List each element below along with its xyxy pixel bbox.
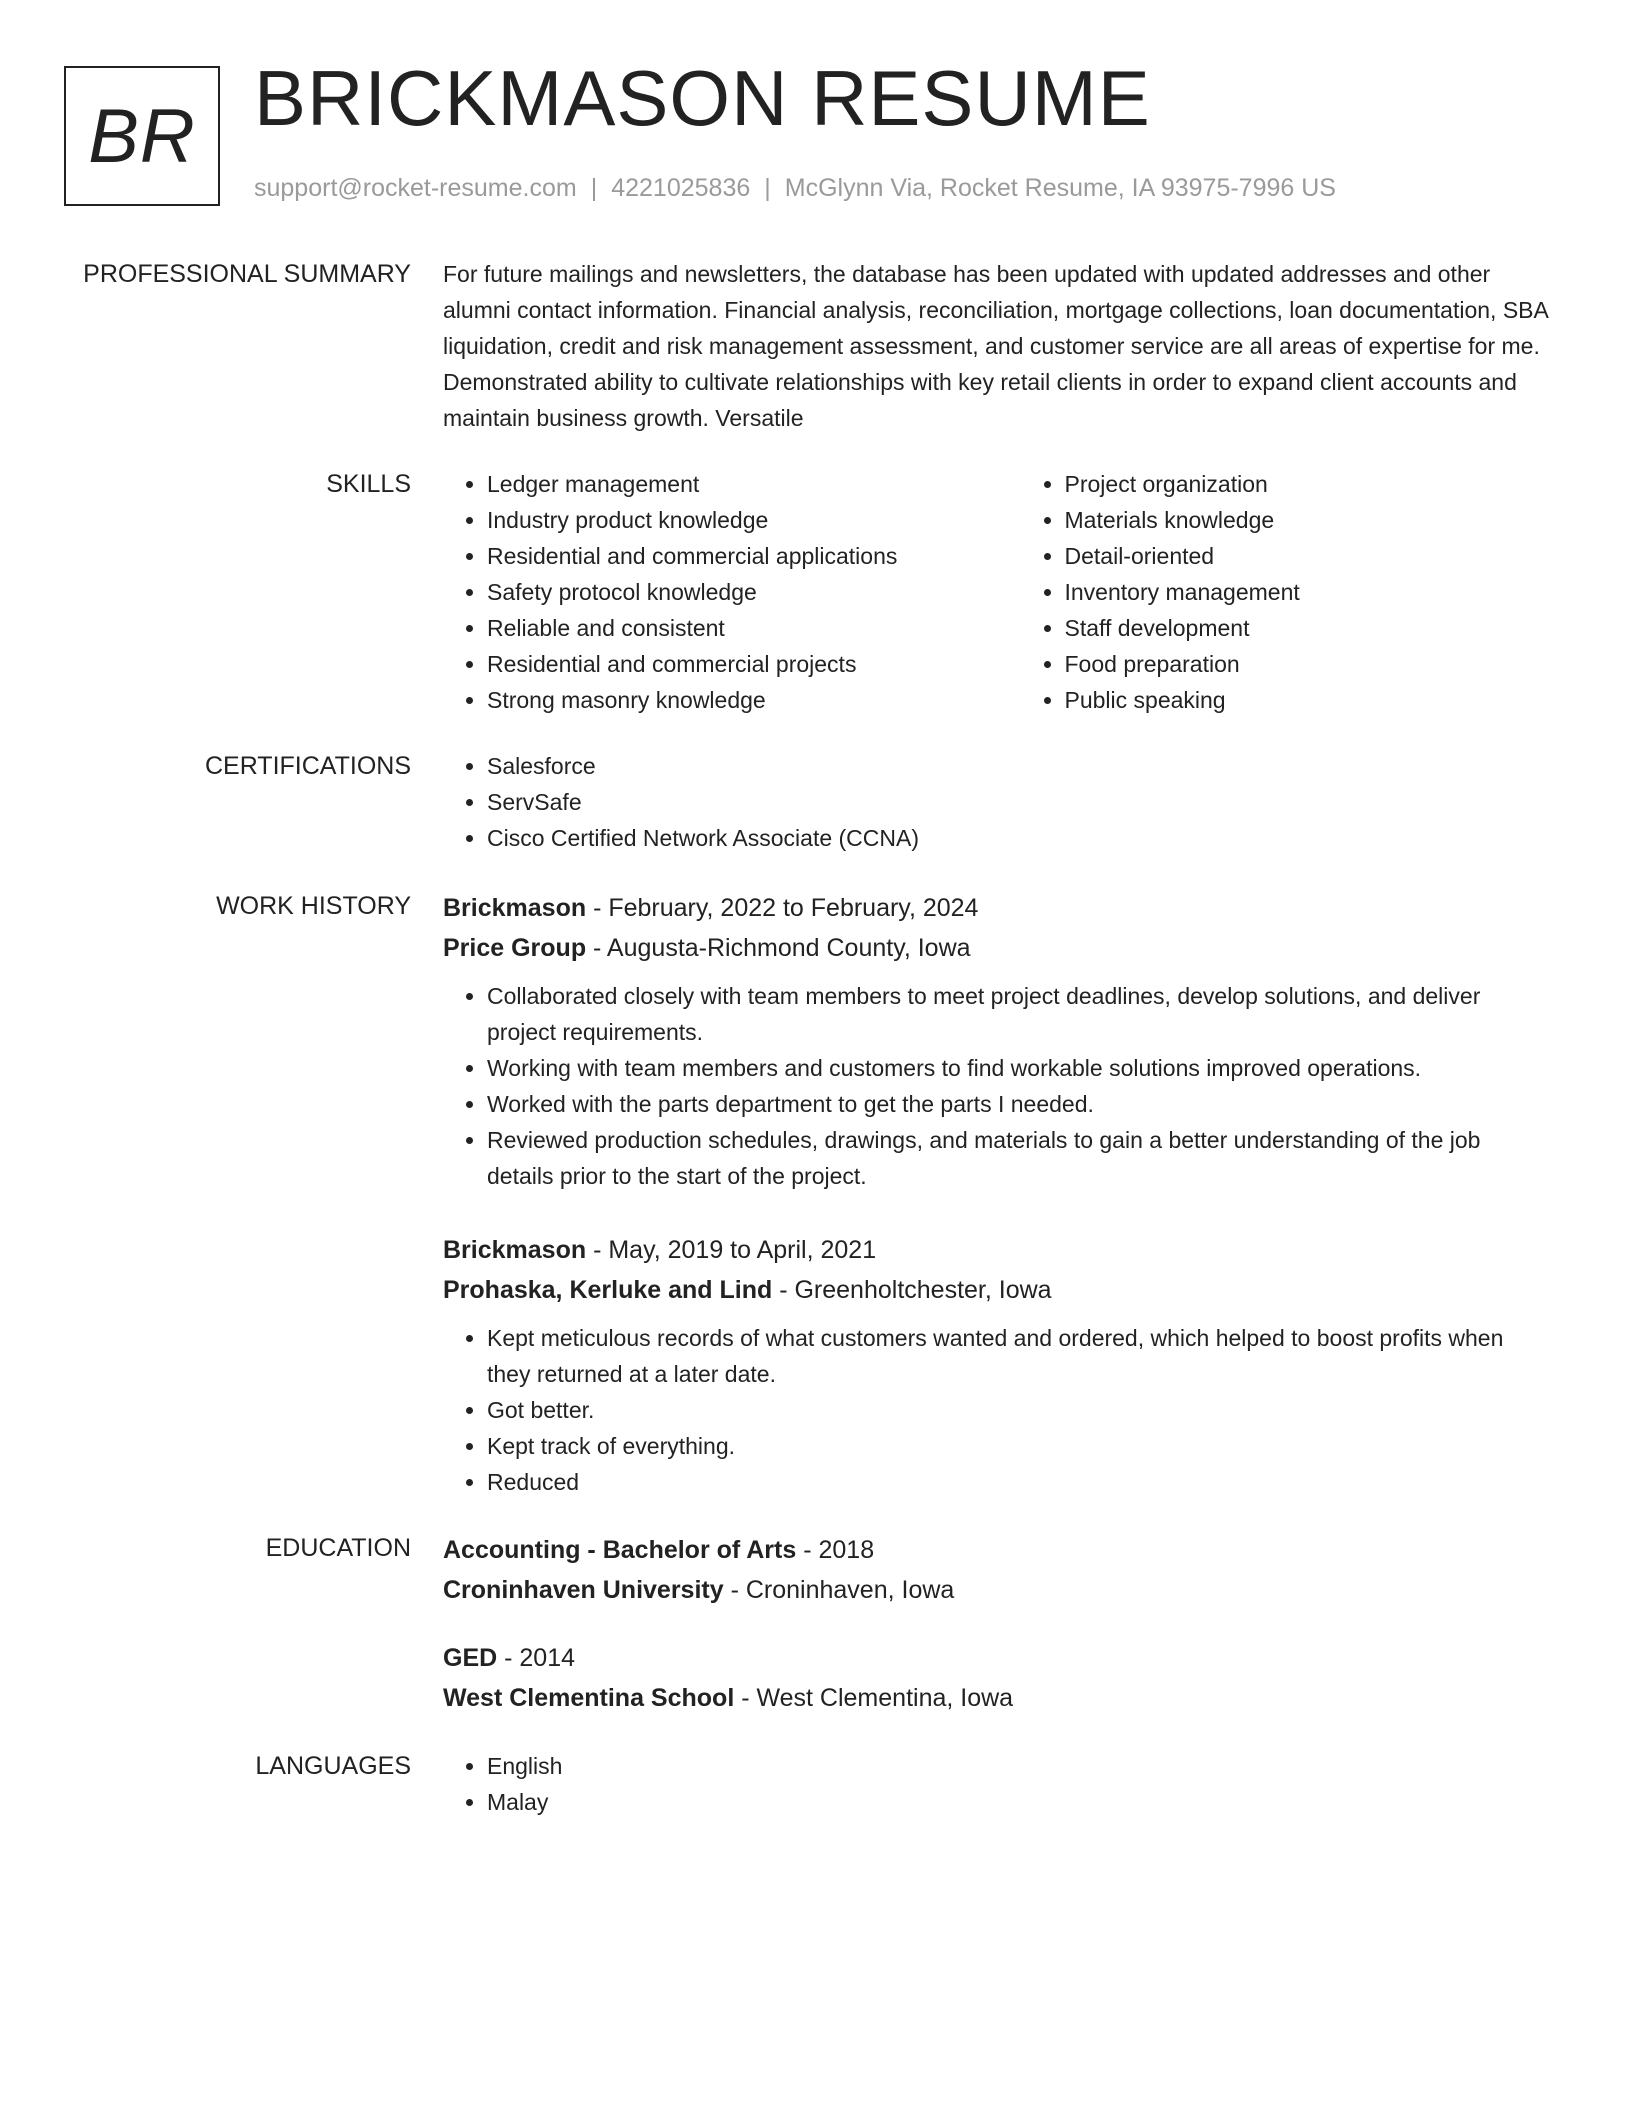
job-location: - Augusta-Richmond County, Iowa bbox=[586, 934, 971, 962]
job-bullet: • Reduced bbox=[487, 1464, 1553, 1500]
education-body bbox=[443, 1530, 1553, 1718]
job-title-line bbox=[443, 888, 1553, 928]
monogram-box bbox=[64, 66, 220, 206]
contact-phone: 4221025836 bbox=[611, 174, 751, 202]
languages-list bbox=[443, 1748, 1553, 1820]
education-school-line bbox=[443, 1570, 1553, 1610]
job-bullet: • Reviewed production schedules, drawings, and materials to gain a better understanding of the job details prior to the start of the project. bbox=[487, 1122, 1553, 1194]
job-bullet: • Kept track of everything. bbox=[487, 1428, 1553, 1464]
languages-body bbox=[443, 1748, 1553, 1820]
skill-item: • Industry product knowledge bbox=[487, 502, 976, 538]
contact-email: support@rocket-resume.com bbox=[254, 174, 577, 202]
skill-item: • Residential and commercial projects bbox=[487, 646, 976, 682]
education-location: - West Clementina, Iowa bbox=[734, 1684, 1014, 1712]
language-item: • Malay bbox=[487, 1784, 1553, 1820]
contact-line bbox=[254, 174, 1336, 203]
language-item: • English bbox=[487, 1748, 1553, 1784]
skill-item: • Public speaking bbox=[1065, 682, 1554, 718]
contact-address: McGlynn Via, Rocket Resume, IA 93975-7996 US bbox=[784, 174, 1336, 202]
job-bullet: • Got better. bbox=[487, 1392, 1553, 1428]
job-company-line bbox=[443, 928, 1553, 968]
skill-item: • Materials knowledge bbox=[1065, 502, 1554, 538]
education-year: - 2014 bbox=[497, 1644, 576, 1672]
certifications-body bbox=[443, 748, 1553, 856]
work-history-body bbox=[443, 888, 1553, 1500]
skill-item: • Project organization bbox=[1065, 466, 1554, 502]
education-location: - Croninhaven, Iowa bbox=[723, 1576, 955, 1604]
job-bullet: • Worked with the parts department to get the parts I needed. bbox=[487, 1086, 1553, 1122]
section-label-skills: SKILLS bbox=[326, 470, 411, 498]
education-school: Croninhaven University bbox=[443, 1576, 724, 1604]
job-dates: - February, 2022 to February, 2024 bbox=[586, 894, 979, 922]
job-bullets bbox=[443, 1320, 1553, 1500]
summary-text: For future mailings and newsletters, the database has been updated with updated addresses and other alumni contact information. Financial analysis, reconciliation, mortgage collections, loan documentation, SBA liquidation, credit and risk management assessment, and customer service are all areas of expertise for me. Demonstrated ability to cultivate relationships with key retail clients in order to expand client accounts and maintain business growth. Versatile bbox=[443, 261, 1548, 431]
certification-item: • ServSafe bbox=[487, 784, 1553, 820]
education-entry bbox=[443, 1638, 1553, 1718]
section-label-work-history: WORK HISTORY bbox=[216, 892, 411, 920]
contact-separator: | bbox=[764, 174, 771, 202]
job-company: Prohaska, Kerluke and Lind bbox=[443, 1276, 773, 1304]
job-company: Price Group bbox=[443, 934, 587, 962]
skill-item: • Ledger management bbox=[487, 466, 976, 502]
skill-item: • Safety protocol knowledge bbox=[487, 574, 976, 610]
job-bullet: • Kept meticulous records of what customers wanted and ordered, which helped to boost profits when they returned at a later date. bbox=[487, 1320, 1553, 1392]
skill-item: • Detail-oriented bbox=[1065, 538, 1554, 574]
job-location: - Greenholtchester, Iowa bbox=[772, 1276, 1052, 1304]
skills-list-right bbox=[1021, 466, 1554, 718]
certification-item: • Salesforce bbox=[487, 748, 1553, 784]
contact-separator: | bbox=[590, 174, 598, 202]
skill-item: • Residential and commercial applications bbox=[487, 538, 976, 574]
education-school-line bbox=[443, 1678, 1553, 1718]
certification-item: • Cisco Certified Network Associate (CCNA) bbox=[487, 820, 1553, 856]
job-title-line bbox=[443, 1230, 1553, 1270]
education-year: - 2018 bbox=[796, 1536, 875, 1564]
certifications-list bbox=[443, 748, 1553, 856]
education-degree-line bbox=[443, 1530, 1553, 1570]
section-label-certifications: CERTIFICATIONS bbox=[204, 752, 411, 780]
job-bullet: • Working with team members and customers to find workable solutions improved operations. bbox=[487, 1050, 1553, 1086]
education-entry bbox=[443, 1530, 1553, 1610]
section-label-languages: LANGUAGES bbox=[255, 1752, 411, 1780]
skill-item: • Staff development bbox=[1065, 610, 1554, 646]
skills-list-left bbox=[443, 466, 976, 718]
resume-title: BRICKMASON RESUME bbox=[254, 54, 1151, 142]
job-bullets bbox=[443, 978, 1553, 1194]
job-entry bbox=[443, 888, 1553, 1194]
skill-item: • Food preparation bbox=[1065, 646, 1554, 682]
skill-item: • Inventory management bbox=[1065, 574, 1554, 610]
education-school: West Clementina School bbox=[443, 1684, 735, 1712]
summary-body bbox=[443, 256, 1553, 436]
job-title: Brickmason bbox=[443, 894, 587, 922]
job-dates: - May, 2019 to April, 2021 bbox=[586, 1236, 877, 1264]
education-degree: GED bbox=[443, 1644, 498, 1672]
job-entry bbox=[443, 1230, 1553, 1500]
monogram-initials: BR bbox=[88, 93, 196, 179]
section-label-summary: PROFESSIONAL SUMMARY bbox=[83, 260, 411, 288]
skills-body bbox=[443, 466, 1553, 718]
skill-item: • Reliable and consistent bbox=[487, 610, 976, 646]
section-label-education: EDUCATION bbox=[265, 1534, 411, 1562]
education-degree-line bbox=[443, 1638, 1553, 1678]
job-company-line bbox=[443, 1270, 1553, 1310]
job-bullet: • Collaborated closely with team members to meet project deadlines, develop solutions, and deliver project requirements. bbox=[487, 978, 1553, 1050]
job-title: Brickmason bbox=[443, 1236, 587, 1264]
education-degree: Accounting - Bachelor of Arts bbox=[443, 1536, 797, 1564]
skill-item: • Strong masonry knowledge bbox=[487, 682, 976, 718]
